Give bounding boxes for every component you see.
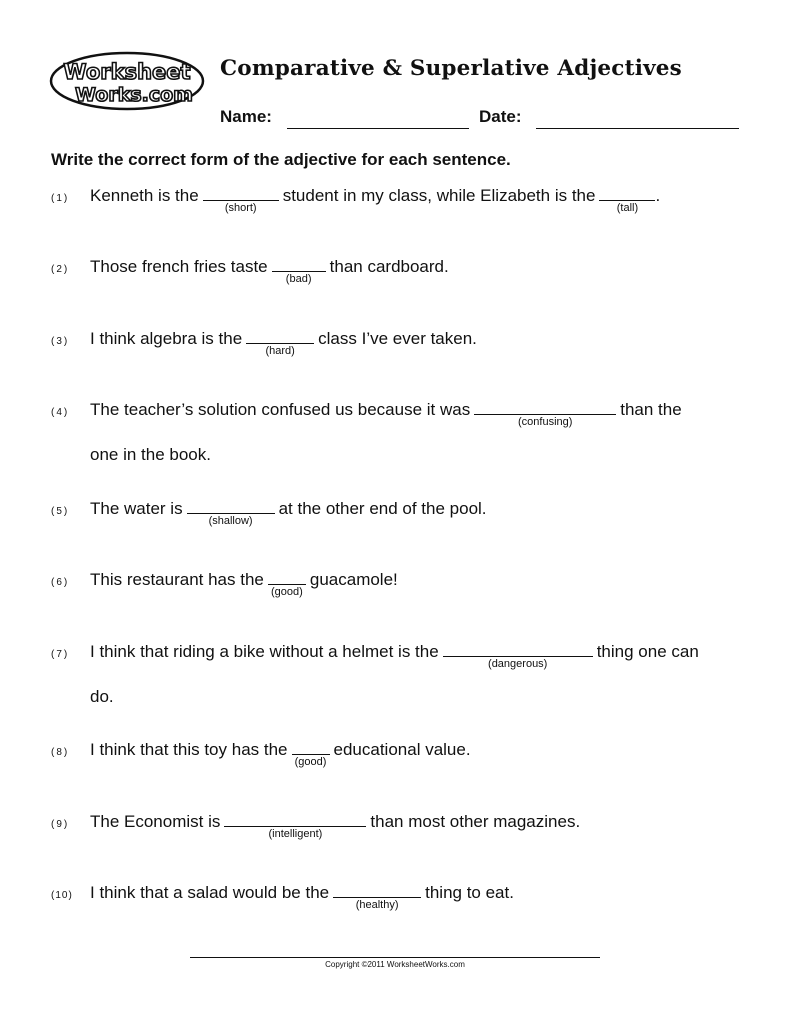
worksheet-title: Comparative & Superlative Adjectives bbox=[220, 56, 682, 81]
answer-blank[interactable] bbox=[203, 186, 279, 214]
question-9: The Economist is (intelligent) than most other magazines. bbox=[90, 812, 581, 840]
answer-blank[interactable] bbox=[224, 812, 366, 840]
date-field-line[interactable] bbox=[536, 128, 739, 129]
question-6: This restaurant has the (good) guacamole! bbox=[90, 570, 398, 598]
question-2: Those french fries taste (bad) than cardboard. bbox=[90, 257, 449, 285]
adjective-hint: (intelligent) bbox=[268, 828, 323, 840]
question-number: (10) bbox=[51, 890, 73, 901]
question-7: I think that riding a bike without a helmet is the (dangerous) thing one can bbox=[90, 642, 699, 670]
question-3: I think algebra is the (hard) class I’ve ever taken. bbox=[90, 329, 477, 357]
question-8: I think that this toy has the (good) educational value. bbox=[90, 740, 471, 768]
name-field-line[interactable] bbox=[287, 128, 469, 129]
question-number: (6) bbox=[51, 577, 70, 588]
adjective-hint: (tall) bbox=[616, 202, 639, 214]
date-label: Date: bbox=[479, 107, 522, 126]
question-number: (3) bbox=[51, 336, 70, 347]
question-7-continued: do. bbox=[90, 687, 114, 706]
question-number: (2) bbox=[51, 264, 70, 275]
adjective-hint: (bad) bbox=[285, 273, 312, 285]
adjective-hint: (healthy) bbox=[355, 899, 399, 911]
answer-blank[interactable] bbox=[474, 400, 616, 428]
question-5: The water is (shallow) at the other end of the pool. bbox=[90, 499, 487, 527]
question-number: (7) bbox=[51, 649, 70, 660]
answer-blank[interactable] bbox=[292, 740, 330, 768]
answer-blank[interactable] bbox=[187, 499, 275, 527]
question-number: (4) bbox=[51, 407, 70, 418]
copyright: Copyright ©2011 WorksheetWorks.com bbox=[325, 960, 465, 969]
question-4-continued: one in the book. bbox=[90, 445, 211, 464]
adjective-hint: (shallow) bbox=[208, 515, 253, 527]
adjective-hint: (good) bbox=[270, 586, 303, 598]
name-label: Name: bbox=[220, 107, 272, 126]
logo-line1: Worksheet bbox=[63, 60, 191, 84]
adjective-hint: (dangerous) bbox=[488, 658, 548, 670]
question-10: I think that a salad would be the (healthy) thing to eat. bbox=[90, 883, 514, 911]
answer-blank[interactable] bbox=[333, 883, 421, 911]
question-number: (1) bbox=[51, 193, 70, 204]
answer-blank[interactable] bbox=[268, 570, 306, 598]
logo-line2: Works.com bbox=[75, 84, 193, 106]
instructions: Write the correct form of the adjective for each sentence. bbox=[51, 150, 511, 169]
question-number: (8) bbox=[51, 747, 70, 758]
question-4: The teacher’s solution confused us because it was (confusing) than the bbox=[90, 400, 682, 428]
adjective-hint: (hard) bbox=[265, 345, 295, 357]
question-number: (9) bbox=[51, 819, 70, 830]
answer-blank[interactable] bbox=[272, 257, 326, 285]
answer-blank[interactable] bbox=[599, 186, 655, 214]
footer-divider bbox=[190, 957, 600, 958]
worksheetworks-logo bbox=[48, 50, 206, 112]
answer-blank[interactable] bbox=[443, 642, 593, 670]
adjective-hint: (confusing) bbox=[518, 416, 573, 428]
question-1: Kenneth is the (short) student in my class, while Elizabeth is the (tall) . bbox=[90, 186, 661, 214]
answer-blank[interactable] bbox=[246, 329, 314, 357]
adjective-hint: (short) bbox=[224, 202, 257, 214]
question-number: (5) bbox=[51, 506, 70, 517]
adjective-hint: (good) bbox=[294, 756, 327, 768]
